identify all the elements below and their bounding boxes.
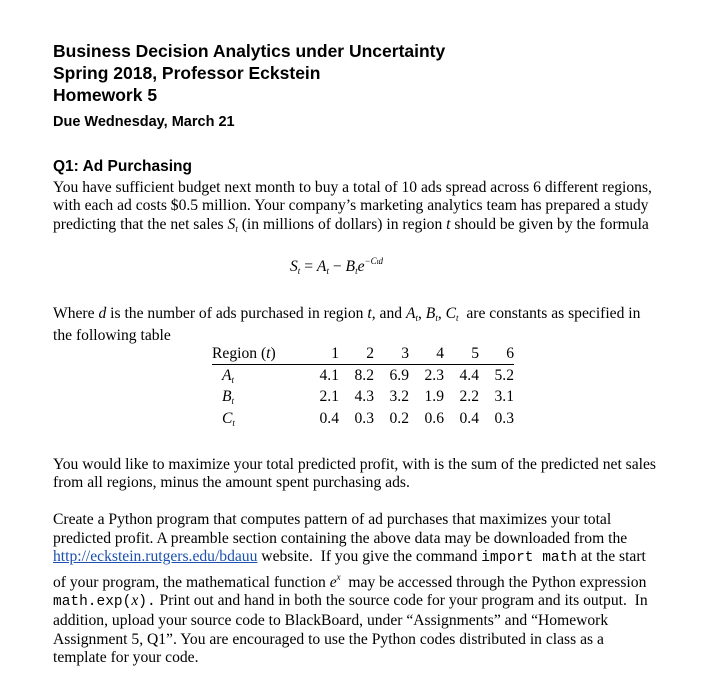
value-cell: 4.1 <box>319 366 339 384</box>
code-math-exp: math.exp( <box>53 594 132 611</box>
var: B <box>222 388 232 406</box>
sales-formula <box>290 252 383 280</box>
text-line <box>53 548 648 568</box>
var: B <box>425 305 436 322</box>
value-cell: 0.3 <box>494 409 514 427</box>
var: t <box>235 223 238 234</box>
var: A <box>222 366 232 384</box>
var: t <box>435 313 438 323</box>
value-cell: 4.4 <box>459 366 479 384</box>
table-row <box>212 387 514 409</box>
table-row <box>212 365 514 387</box>
task-paragraph <box>53 511 648 668</box>
code: ). <box>138 594 156 611</box>
value-cell: 0.4 <box>459 409 479 427</box>
var: S <box>290 258 298 275</box>
var: t <box>376 258 379 266</box>
text-line <box>53 216 652 238</box>
var: d <box>98 305 107 322</box>
text: are constants as specified in <box>458 305 641 322</box>
var: t <box>231 396 235 407</box>
document-title <box>53 40 445 106</box>
table-header-row <box>212 344 514 365</box>
region-cell: 3 <box>374 344 409 365</box>
region-cell: 4 <box>409 344 444 365</box>
value-cell: 0.4 <box>319 409 339 427</box>
region-cell: 5 <box>444 344 479 365</box>
value-cell: 3.1 <box>494 388 514 406</box>
text-line: Create a Python program that computes pattern of ad purchases that maximizes your total <box>53 511 612 528</box>
var: t <box>415 313 418 323</box>
var: e <box>357 258 365 275</box>
var: A <box>316 258 327 275</box>
var: t <box>231 374 235 385</box>
q1-heading: Q1: Ad Purchasing <box>53 158 192 175</box>
region-cell: 6 <box>479 344 514 365</box>
text: ) <box>270 345 276 362</box>
row-label <box>212 408 304 430</box>
op: − <box>328 258 346 275</box>
value-cell: 2.2 <box>459 388 479 406</box>
row-label <box>212 365 304 387</box>
text: predicting that the net sales <box>53 215 228 233</box>
course-website-link[interactable]: http://eckstein.rutgers.edu/bdauu <box>53 548 258 566</box>
homework-number: Homework 5 <box>53 85 158 105</box>
var: e <box>329 573 337 591</box>
region-cell: 2 <box>339 344 374 365</box>
var: t <box>355 266 358 276</box>
due-date: Due Wednesday, March 21 <box>53 114 235 130</box>
intro-paragraph <box>53 179 652 238</box>
text-line: You have sufficient budget next month to buy a total of 10 ads spread across 6 different regions, <box>53 179 652 196</box>
var: C <box>445 305 457 322</box>
value-cell: 3.2 <box>389 388 409 406</box>
value-cell: 6.9 <box>389 366 409 384</box>
row-label <box>212 387 304 409</box>
text: may be accessed through the Python expression <box>340 573 647 591</box>
text-line <box>53 568 648 593</box>
text: should be given by the formula <box>450 215 649 233</box>
text: Region ( <box>212 345 267 362</box>
text: (in millions of dollars) in region <box>237 215 447 233</box>
text-line: addition, upload your source code to BlackBoard, under “Assignments” and “Homework <box>53 611 609 629</box>
semester-line: Spring 2018, Professor Eckstein <box>53 63 321 83</box>
course-title: Business Decision Analytics under Uncertainty <box>53 41 446 61</box>
var: S <box>227 215 236 233</box>
text-line: predicted profit. A preamble section containing the above data may be downloaded from the <box>53 529 628 547</box>
profit-paragraph <box>53 456 656 493</box>
var: t <box>446 215 451 233</box>
var: t <box>456 313 459 323</box>
exponent: −C <box>364 256 377 266</box>
text: at the start <box>577 548 646 566</box>
value-cell: 8.2 <box>354 366 374 384</box>
text-line: You would like to maximize your total predicted profit, with is the sum of the predicted net sales <box>53 456 656 473</box>
text-line: Assignment 5, Q1”. You are encouraged to use the Python codes distributed in class as a <box>53 630 604 648</box>
value-cell: 2.1 <box>319 388 339 406</box>
constants-table <box>212 344 514 430</box>
value-cell: 1.9 <box>424 388 444 406</box>
text: , and <box>371 305 406 322</box>
var: t <box>297 266 301 276</box>
var: C <box>222 409 233 427</box>
table-row <box>212 408 514 430</box>
text: Where <box>53 305 99 322</box>
var: t <box>266 345 271 362</box>
text-line: with each ad costs $0.5 million. Your company’s marketing analytics team has prepared a study <box>53 197 649 215</box>
text-line <box>53 592 648 612</box>
value-cell: 4.3 <box>354 388 374 406</box>
var: A <box>405 305 416 322</box>
text: Print out and hand in both the source code for your program and its output. In <box>155 592 648 610</box>
var: t <box>367 305 372 322</box>
value-cell: 2.3 <box>424 366 444 384</box>
text: of your program, the mathematical function <box>53 573 330 591</box>
var: x <box>336 571 341 582</box>
region-header <box>212 344 304 365</box>
text-line: from all regions, minus the amount spent purchasing ads. <box>53 474 410 492</box>
var: d <box>378 256 384 266</box>
where-paragraph <box>53 305 640 346</box>
text: , <box>418 305 426 322</box>
value-cell: 0.2 <box>389 409 409 427</box>
value-cell: 0.3 <box>354 409 374 427</box>
var: t <box>232 417 235 428</box>
code-import-math: import math <box>481 550 578 567</box>
text: , <box>437 305 446 322</box>
text-line: template for your code. <box>53 649 199 667</box>
text: website. If you give the command <box>257 548 482 566</box>
var: x <box>131 592 139 610</box>
text-line <box>53 305 640 327</box>
text: is the number of ads purchased in region <box>106 305 368 322</box>
value-cell: 5.2 <box>494 366 514 384</box>
region-cell: 1 <box>304 344 339 365</box>
text-line: the following table <box>53 327 171 345</box>
var: B <box>345 258 356 275</box>
var: t <box>326 266 329 276</box>
op: = <box>300 258 317 275</box>
value-cell: 0.6 <box>424 409 444 427</box>
